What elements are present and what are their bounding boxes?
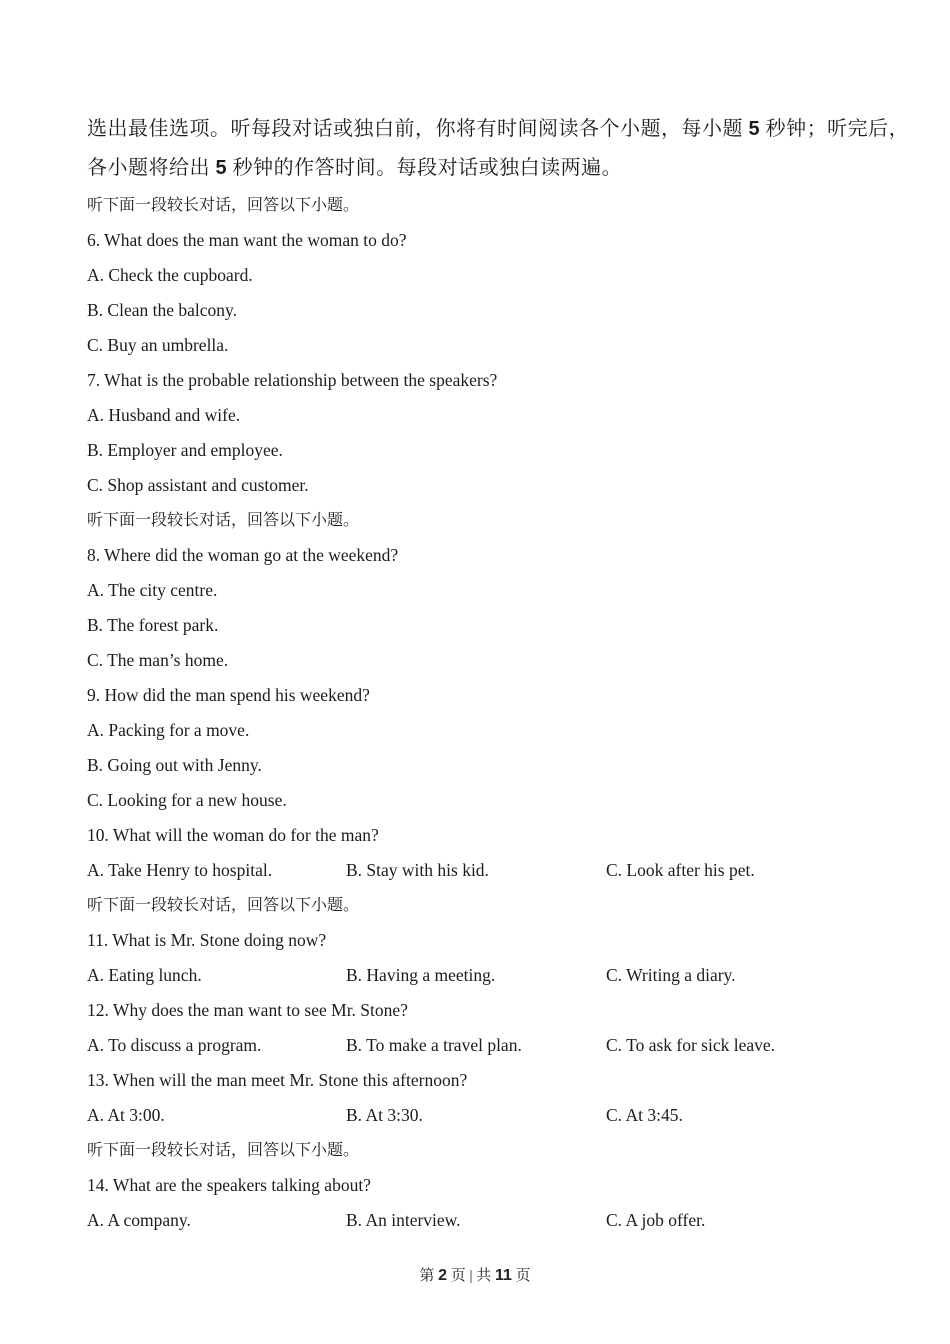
question-7-option-a: A. Husband and wife. xyxy=(87,405,241,425)
question-9-text: 9. How did the man spend his weekend? xyxy=(87,685,370,705)
intro-line-1-tail: 秒钟；听完后， xyxy=(760,118,910,140)
question-6-option-b: B. Clean the balcony. xyxy=(87,300,238,320)
question-10-text: 10. What will the woman do for the man? xyxy=(87,825,379,845)
section-note-2: 听下面一段较长对话，回答以下小题。 xyxy=(87,512,360,529)
intro-line-2-text: 各小题将给出 xyxy=(87,157,216,179)
question-11-option-b: B. Having a meeting. xyxy=(346,965,496,985)
question-14-option-c: C. A job offer. xyxy=(606,1210,706,1230)
question-6-text: 6. What does the man want the woman to do? xyxy=(87,230,407,250)
question-12-option-a: A. To discuss a program. xyxy=(87,1035,262,1055)
question-9-option-a: A. Packing for a move. xyxy=(87,720,250,740)
question-6-option-c: C. Buy an umbrella. xyxy=(87,335,229,355)
question-7-option-c: C. Shop assistant and customer. xyxy=(87,475,309,495)
footer-label-of: 页 | 共 xyxy=(446,1268,495,1284)
intro-line-1-text: 选出最佳选项。听每段对话或独白前，你将有时间阅读各个小题，每小题 xyxy=(87,118,749,140)
question-7-option-b: B. Employer and employee. xyxy=(87,440,283,460)
question-10-options xyxy=(87,853,862,888)
question-10-option-a: A. Take Henry to hospital. xyxy=(87,860,273,880)
question-12-text: 12. Why does the man want to see Mr. Stone? xyxy=(87,1000,408,1020)
question-6-option-a: A. Check the cupboard. xyxy=(87,265,253,285)
footer-label-pages: 页 xyxy=(511,1268,531,1284)
intro-line-1 xyxy=(87,110,910,149)
question-11-text: 11. What is Mr. Stone doing now? xyxy=(87,930,327,950)
question-11-options xyxy=(87,958,862,993)
intro-line-2-number: 5 xyxy=(215,157,228,179)
intro-line-1-number: 5 xyxy=(748,118,761,140)
question-8-option-c: C. The man’s home. xyxy=(87,650,229,670)
question-14-option-b: B. An interview. xyxy=(346,1210,461,1230)
question-13-option-b: B. At 3:30. xyxy=(346,1105,423,1125)
question-10-option-c: C. Look after his pet. xyxy=(606,860,755,880)
question-12-options xyxy=(87,1028,862,1063)
question-11-option-a: A. Eating lunch. xyxy=(87,965,202,985)
question-9-option-b: B. Going out with Jenny. xyxy=(87,755,262,775)
question-8-option-a: A. The city centre. xyxy=(87,580,218,600)
footer-total-pages: 11 xyxy=(495,1267,512,1284)
intro-line-2-tail: 秒钟的作答时间。每段对话或独白读两遍。 xyxy=(227,157,623,179)
question-10-option-b: B. Stay with his kid. xyxy=(346,860,489,880)
question-13-text: 13. When will the man meet Mr. Stone this afternoon? xyxy=(87,1070,468,1090)
section-note-4: 听下面一段较长对话，回答以下小题。 xyxy=(87,1142,360,1159)
question-9-option-c: C. Looking for a new house. xyxy=(87,790,287,810)
question-13-options xyxy=(87,1098,862,1133)
question-12-option-b: B. To make a travel plan. xyxy=(346,1035,522,1055)
question-7-text: 7. What is the probable relationship between the speakers? xyxy=(87,370,498,390)
question-8-text: 8. Where did the woman go at the weekend? xyxy=(87,545,399,565)
question-14-option-a: A. A company. xyxy=(87,1210,191,1230)
footer-page-number: 2 xyxy=(438,1267,447,1284)
question-11-option-c: C. Writing a diary. xyxy=(606,965,736,985)
footer-label-page: 第 xyxy=(419,1268,439,1284)
question-8-option-b: B. The forest park. xyxy=(87,615,219,635)
question-14-text: 14. What are the speakers talking about? xyxy=(87,1175,371,1195)
question-13-option-c: C. At 3:45. xyxy=(606,1105,683,1125)
intro-line-2 xyxy=(87,149,862,188)
page-footer xyxy=(0,1262,950,1290)
section-note-1: 听下面一段较长对话，回答以下小题。 xyxy=(87,197,360,214)
question-12-option-c: C. To ask for sick leave. xyxy=(606,1035,776,1055)
section-note-3: 听下面一段较长对话，回答以下小题。 xyxy=(87,897,360,914)
question-14-options xyxy=(87,1203,862,1238)
question-13-option-a: A. At 3:00. xyxy=(87,1105,165,1125)
